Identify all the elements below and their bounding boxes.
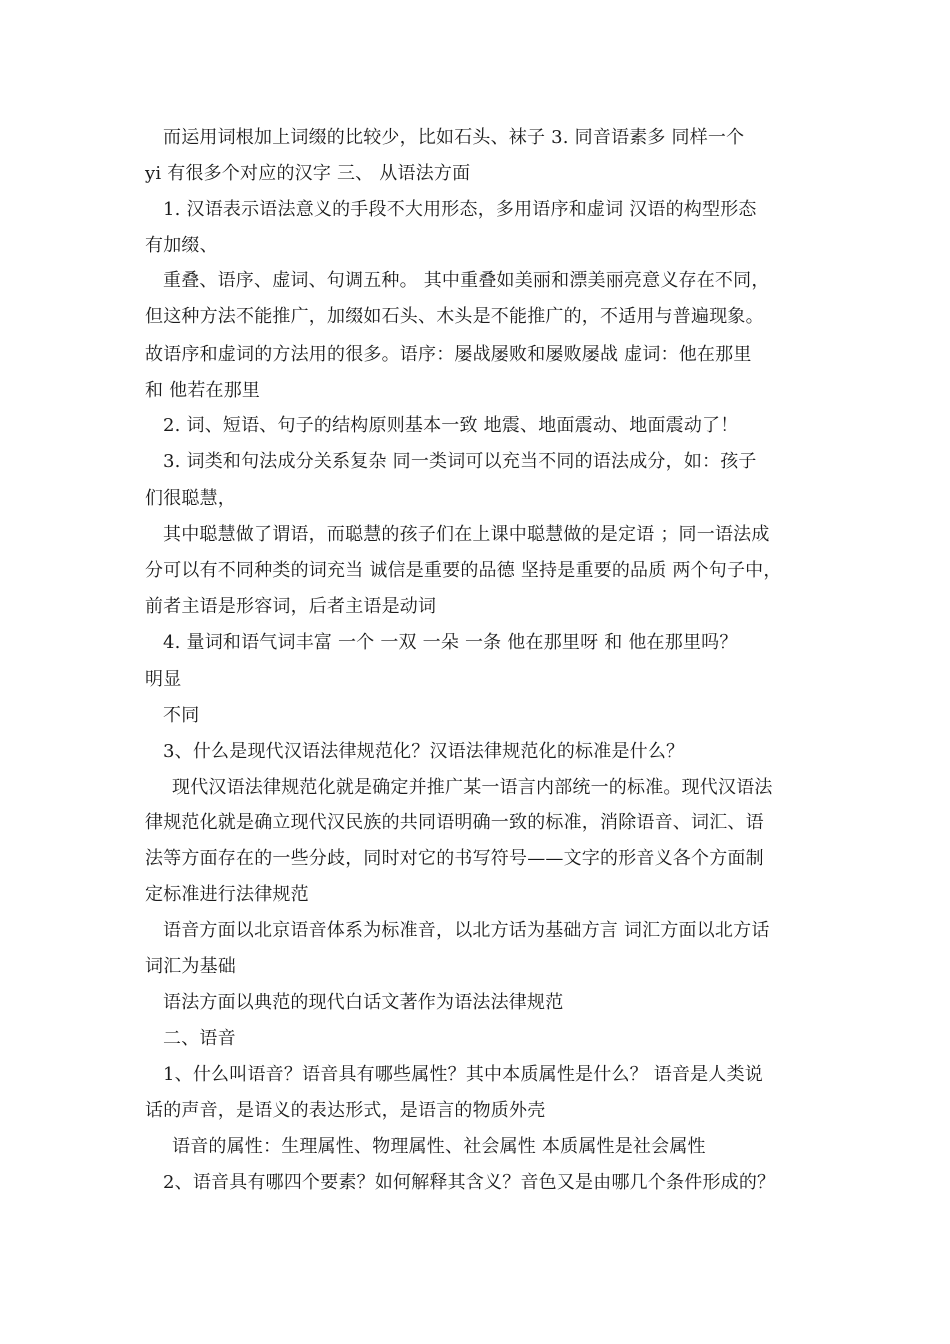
text-line: 话的声音，是语义的表达形式，是语言的物质外壳 — [145, 1100, 546, 1121]
text-line: 现代汉语法律规范化就是确定并推广某一语言内部统一的标准。现代汉语法 — [172, 777, 773, 798]
text-line: 定标准进行法律规范 — [145, 884, 309, 905]
text-line: 前者主语是形容词，后者主语是动词 — [145, 596, 437, 617]
text-line: 词汇为基础 — [145, 956, 236, 977]
text-line: 二、语音 — [163, 1028, 236, 1049]
text-line: 1. 汉语表示语法意义的手段不大用形态，多用语序和虚词 汉语的构型形态 — [163, 199, 757, 220]
text-line: 重叠、语序、虚词、句调五种。 其中重叠如美丽和漂美丽亮意义存在不同， — [163, 270, 770, 291]
text-line: 而运用词根加上词缀的比较少，比如石头、袜子 3. 同音语素多 同样一个 — [163, 127, 745, 148]
text-line: 们很聪慧， — [145, 488, 236, 509]
text-line: 和 他若在那里 — [145, 380, 261, 401]
text-line: yi 有很多个对应的汉字 三、 从语法方面 — [145, 163, 471, 184]
text-line: 不同 — [163, 705, 200, 726]
text-line: 语法方面以典范的现代白话文著作为语法法律规范 — [163, 992, 564, 1013]
text-line: 但这种方法不能推广，加缀如石头、木头是不能推广的，不适用与普遍现象。 — [145, 306, 764, 327]
text-line: 语音的属性：生理属性、物理属性、社会属性 本质属性是社会属性 — [172, 1136, 706, 1157]
text-line: 4. 量词和语气词丰富 一个 一双 一朵 一条 他在那里呀 和 他在那里吗？ — [163, 632, 738, 653]
text-line: 3. 词类和句法成分关系复杂 同一类词可以充当不同的语法成分，如：孩子 — [163, 451, 757, 472]
text-line: 其中聪慧做了谓语，而聪慧的孩子们在上课中聪慧做的是定语 ；同一语法成 — [163, 524, 770, 545]
text-line: 1、什么叫语音？语音具有哪些属性？其中本质属性是什么？ 语音是人类说 — [163, 1064, 763, 1085]
text-line: 明显 — [145, 669, 182, 690]
text-line: 语音方面以北京语音体系为标准音，以北方话为基础方言 词汇方面以北方话 — [163, 920, 770, 941]
text-line: 法等方面存在的一些分歧，同时对它的书写符号——文字的形音义各个方面制 — [145, 848, 764, 869]
text-line: 3、什么是现代汉语法律规范化？汉语法律规范化的标准是什么？ — [163, 741, 685, 762]
text-line: 2、语音具有哪四个要素？如何解释其含义？音色又是由哪几个条件形成的？ — [163, 1172, 776, 1193]
text-line: 2. 词、短语、句子的结构原则基本一致 地震、地面震动、地面震动了！ — [163, 415, 739, 436]
text-line: 有加缀、 — [145, 235, 218, 256]
text-line: 故语序和虚词的方法用的很多。语序：屡战屡败和屡败屡战 虚词：他在那里 — [145, 344, 752, 365]
text-line: 律规范化就是确立现代汉民族的共同语明确一致的标准，消除语音、词汇、语 — [145, 812, 764, 833]
text-line: 分可以有不同种类的词充当 诚信是重要的品德 坚持是重要的品质 两个句子中， — [145, 560, 782, 581]
